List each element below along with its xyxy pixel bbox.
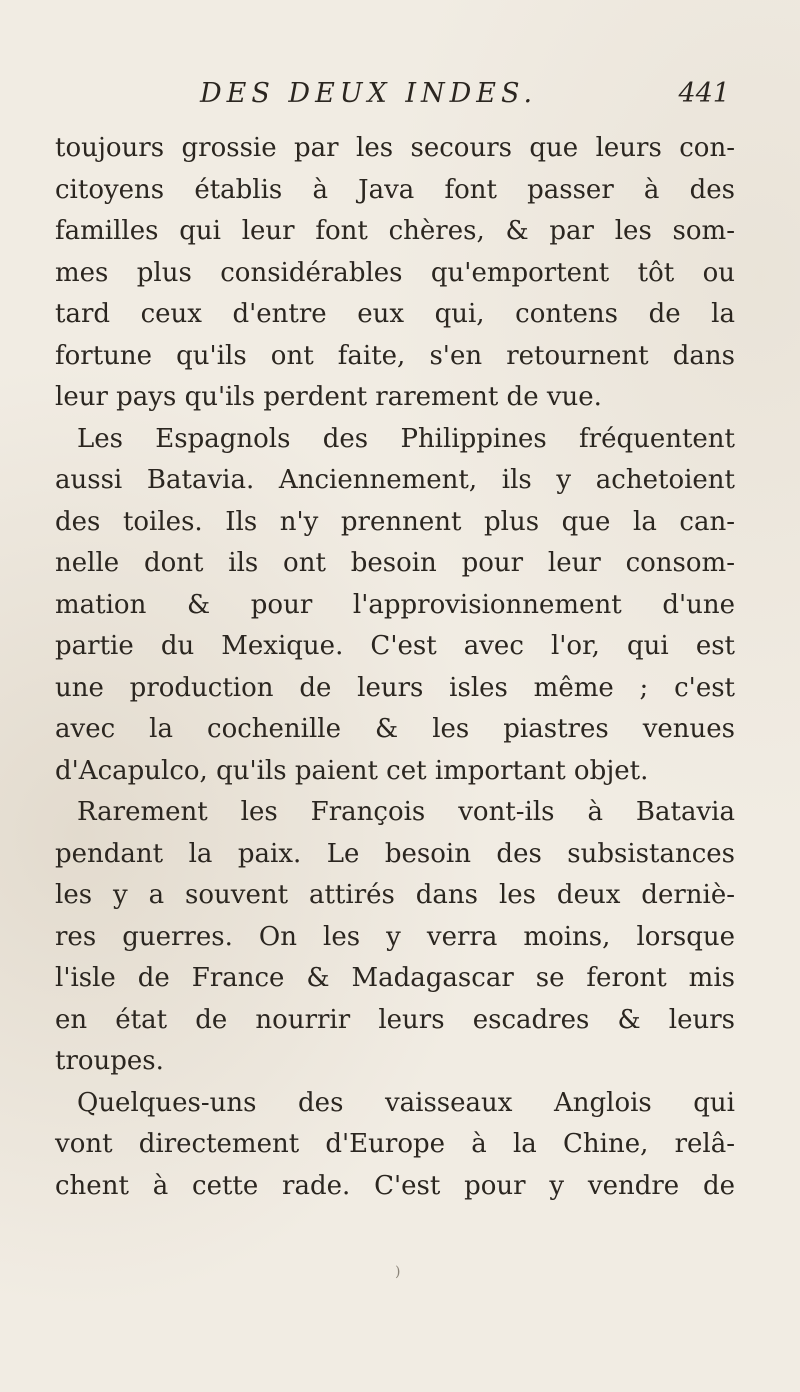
running-title: DES DEUX INDES. <box>200 78 538 109</box>
text-line: familles qui leur font chères, & par les som- <box>55 216 735 246</box>
text-line: des toiles. Ils n'y prennent plus que la can- <box>55 506 735 537</box>
text-line: aussi Batavia. Anciennement, ils y achetoient <box>55 465 735 495</box>
text-line: en état de nourrir leurs escadres & leurs <box>55 1004 735 1035</box>
text-line: pendant la paix. Le besoin des subsistances <box>55 838 735 869</box>
text-line: chent à cette rade. C'est pour y vendre de <box>55 1170 735 1201</box>
text-line: d'Acapulco, qu'ils paient cet important objet. <box>55 755 649 786</box>
text-line: mes plus considérables qu'emportent tôt ou <box>55 257 735 288</box>
text-line: une production de leurs isles même ; c'est <box>55 672 735 703</box>
body-text <box>55 128 735 1207</box>
text-line: mation & pour l'approvisionnement d'une <box>55 589 735 620</box>
page-number: 441 <box>678 78 730 109</box>
text-line: Rarement les François vont-ils à Batavia <box>77 797 735 827</box>
text-line: l'isle de France & Madagascar se feront mis <box>55 963 735 993</box>
text-line: res guerres. On les y verra moins, lorsque <box>55 921 735 952</box>
text-line: leur pays qu'ils perdent rarement de vue. <box>55 382 602 412</box>
text-line: troupes. <box>55 1046 164 1076</box>
text-line: nelle dont ils ont besoin pour leur consom- <box>55 548 735 578</box>
page-header <box>200 76 730 112</box>
text-line: citoyens établis à Java font passer à des <box>55 174 735 205</box>
text-line: toujours grossie par les secours que leurs con- <box>55 133 735 163</box>
text-line: Les Espagnols des Philippines fréquentent <box>77 423 735 454</box>
text-line: vont directement d'Europe à la Chine, relâ- <box>55 1129 735 1159</box>
text-line: Quelques-uns des vaisseaux Anglois qui <box>77 1087 735 1118</box>
text-line: tard ceux d'entre eux qui, contens de la <box>55 299 735 329</box>
text-line: avec la cochenille & les piastres venues <box>55 714 735 744</box>
text-line: fortune qu'ils ont faite, s'en retournent dans <box>55 340 735 371</box>
text-line: les y a souvent attirés dans les deux derniè- <box>55 880 735 910</box>
page-mark: ) <box>395 1264 401 1280</box>
text-line: partie du Mexique. C'est avec l'or, qui est <box>55 631 735 661</box>
